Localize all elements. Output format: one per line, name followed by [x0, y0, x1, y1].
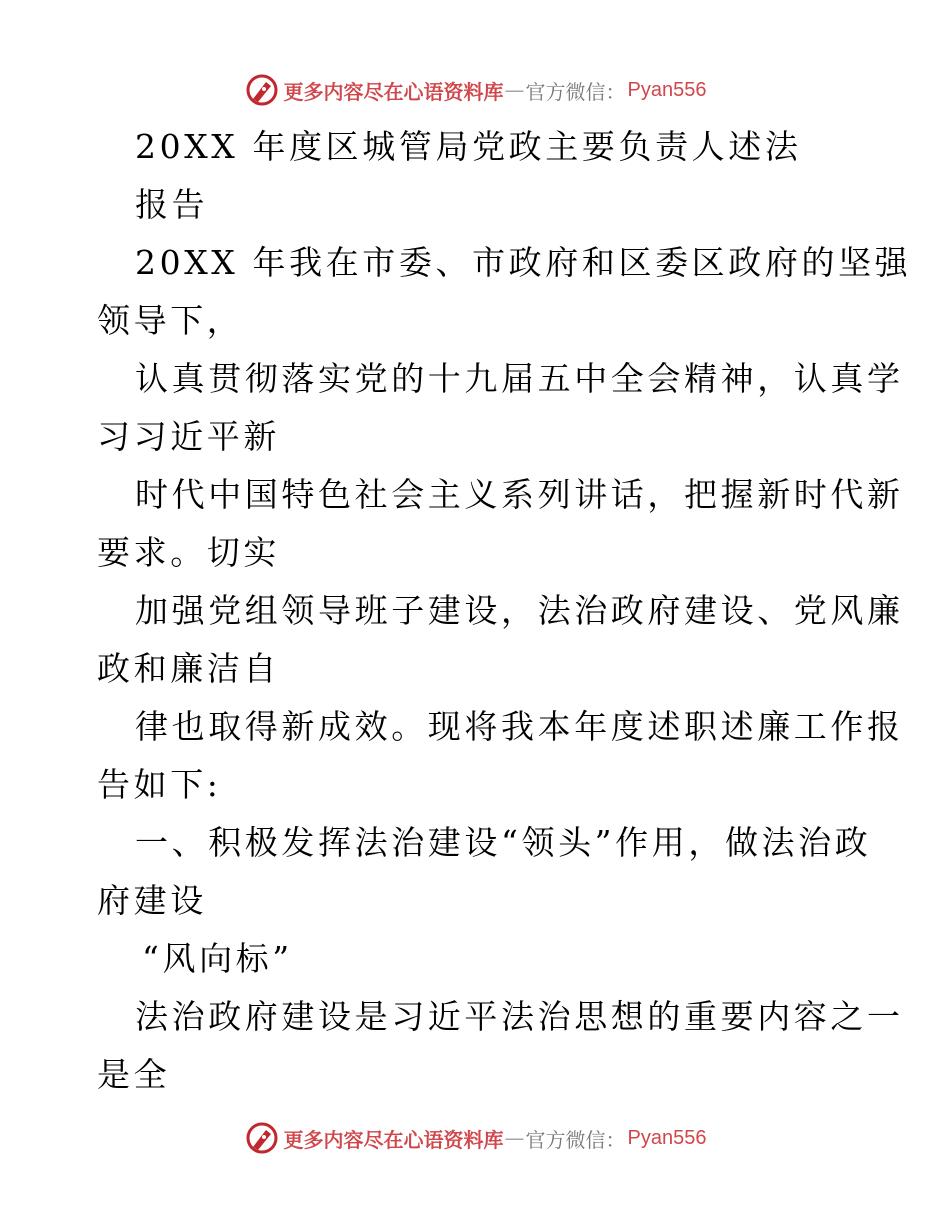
header-banner [0, 70, 950, 110]
banner-title: 更多内容尽在心语资料库 [283, 1127, 504, 1152]
document-title-line-2: 报告 [135, 185, 209, 224]
paragraph-line: 20XX 年我在市委、市政府和区委区政府的坚强 [135, 243, 912, 282]
footer-banner [0, 1118, 950, 1158]
paragraph-line: 法治政府建设是习近平法治思想的重要内容之一 [135, 997, 904, 1036]
paragraph-line: 是全 [97, 1055, 171, 1094]
section-heading-line: “风向标” [142, 939, 293, 978]
paragraph-line: 时代中国特色社会主义系列讲话，把握新时代新 [135, 475, 904, 514]
banner-title: 更多内容尽在心语资料库 [283, 79, 504, 104]
document-body [97, 118, 912, 1104]
document-title-line-1: 20XX 年度区城管局党政主要负责人述法 [135, 127, 802, 166]
paragraph-line: 习习近平新 [97, 417, 280, 456]
banner-wechat-label: 官方微信： [525, 1127, 626, 1152]
paragraph-line: 加强党组领导班子建设，法治政府建设、党风廉 [135, 591, 904, 630]
paragraph-line: 告如下: [97, 765, 222, 804]
section-heading-line: 府建设 [97, 881, 207, 920]
paragraph-line: 认真贯彻落实党的十九届五中全会精神，认真学 [135, 359, 904, 398]
banner-separator: — [504, 78, 525, 102]
banner-separator: — [504, 1126, 525, 1150]
paragraph-line: 要求。切实 [97, 533, 280, 572]
paragraph-line: 领导下， [97, 301, 244, 340]
paragraph-line: 政和廉洁自 [97, 649, 280, 688]
banner-wechat-id: Pyan556 [627, 78, 707, 101]
paragraph-line: 律也取得新成效。现将我本年度述职述廉工作报 [135, 707, 904, 746]
pen-nib-logo-icon [244, 72, 280, 108]
section-heading-line: 一、积极发挥法治建设“领头”作用，做法治政 [135, 823, 872, 862]
banner-wechat-label: 官方微信： [525, 79, 626, 104]
banner-wechat-id: Pyan556 [627, 1126, 707, 1149]
pen-nib-logo-icon [244, 1120, 280, 1156]
